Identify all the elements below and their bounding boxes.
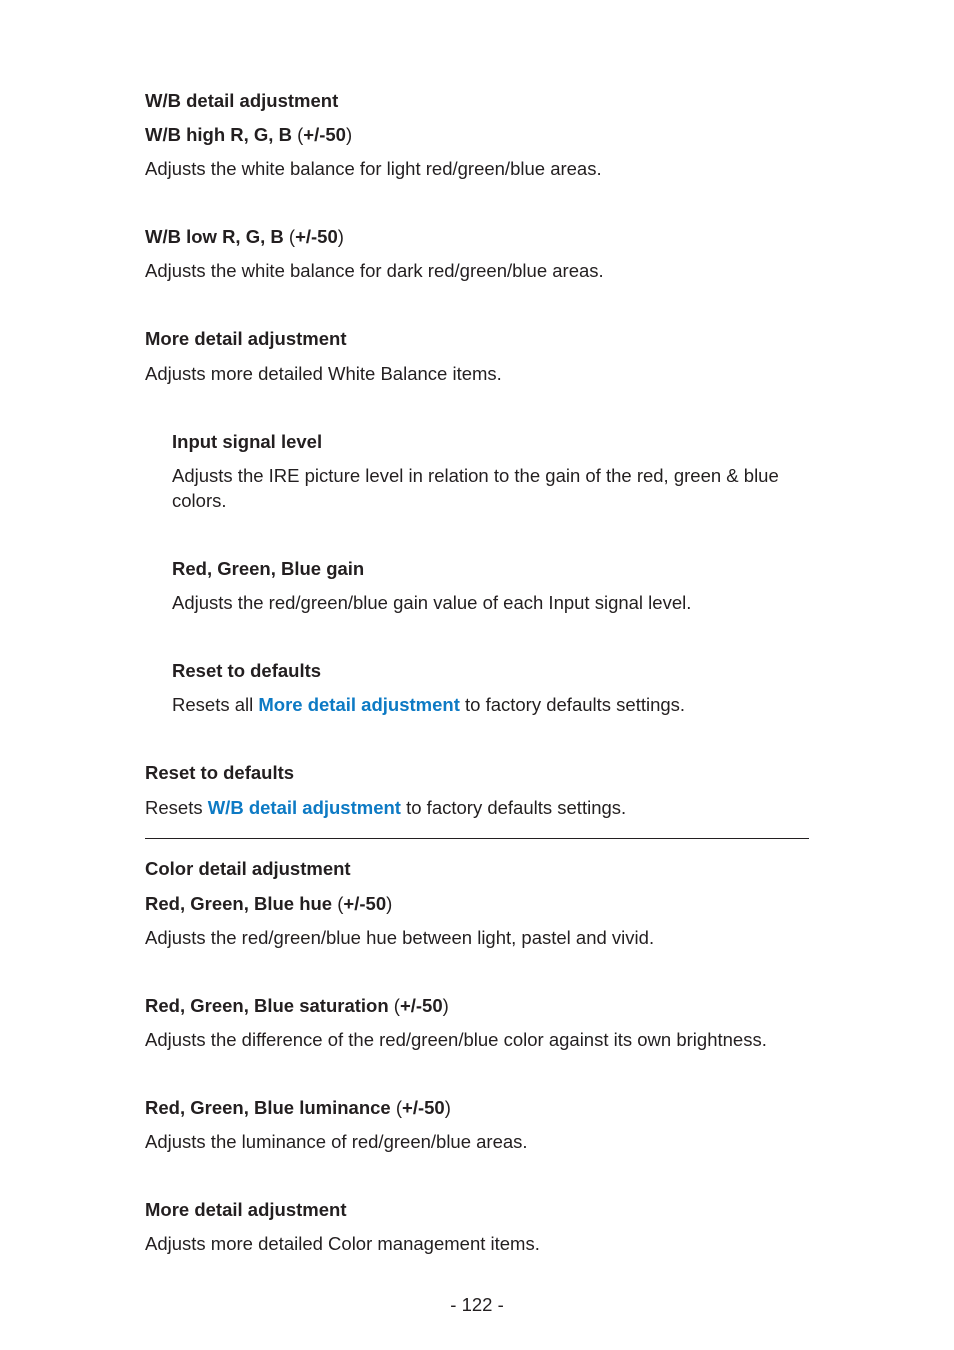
hue-title <box>145 891 392 916</box>
saturation-open: ( <box>388 995 400 1016</box>
wb-detail-adjustment-link[interactable]: W/B detail adjustment <box>207 797 401 818</box>
saturation-title <box>145 993 449 1018</box>
wb-reset-desc <box>145 795 626 820</box>
page-number: - 122 - <box>450 1294 504 1315</box>
wb-high-range: +/-50 <box>303 124 346 145</box>
wb-more-desc: Adjusts more detailed White Balance items. <box>145 363 502 384</box>
wb-low-title <box>145 224 344 249</box>
hue-label: Red, Green, Blue hue <box>145 893 333 914</box>
saturation-label: Red, Green, Blue saturation <box>145 995 389 1016</box>
color-more-desc: Adjusts more detailed Color management items. <box>145 1233 540 1254</box>
wb-low-label: W/B low R, G, B <box>145 226 284 247</box>
color-more-heading: More detail adjustment <box>145 1199 347 1220</box>
color-detail-heading: Color detail adjustment <box>145 858 351 879</box>
wb-detail-heading: W/B detail adjustment <box>145 90 339 111</box>
wb-high-close: ) <box>345 124 353 145</box>
wb-high-title <box>145 122 352 147</box>
more-detail-adjustment-link[interactable]: More detail adjustment <box>258 694 460 715</box>
wb-high-desc: Adjusts the white balance for light red/green/blue areas. <box>145 158 602 179</box>
more-reset-pre: Resets all <box>172 694 259 715</box>
luminance-range: +/-50 <box>402 1097 445 1118</box>
wb-reset-pre: Resets <box>145 797 208 818</box>
input-signal-desc: Adjusts the IRE picture level in relation to the gain of the red, green & blue colors. <box>172 465 779 511</box>
wb-reset-heading: Reset to defaults <box>145 762 295 783</box>
luminance-close: ) <box>444 1097 451 1118</box>
luminance-label: Red, Green, Blue luminance <box>145 1097 391 1118</box>
luminance-title <box>145 1095 451 1120</box>
input-signal-heading: Input signal level <box>172 431 323 452</box>
saturation-close: ) <box>442 995 449 1016</box>
wb-low-close: ) <box>337 226 344 247</box>
wb-low-range: +/-50 <box>295 226 338 247</box>
hue-open: ( <box>332 893 344 914</box>
gain-desc: Adjusts the red/green/blue gain value of each Input signal level. <box>172 592 692 613</box>
wb-high-label: W/B high R, G, B <box>145 124 292 145</box>
luminance-open: ( <box>390 1097 403 1118</box>
section-divider <box>145 838 809 839</box>
wb-low-open: ( <box>283 226 296 247</box>
wb-high-open: ( <box>291 124 304 145</box>
hue-desc: Adjusts the red/green/blue hue between light, pastel and vivid. <box>145 927 655 948</box>
gain-heading: Red, Green, Blue gain <box>172 558 365 579</box>
luminance-desc: Adjusts the luminance of red/green/blue areas. <box>145 1131 528 1152</box>
more-reset-desc <box>172 692 685 717</box>
wb-reset-post: to factory defaults settings. <box>400 797 627 818</box>
wb-more-heading: More detail adjustment <box>145 328 347 349</box>
hue-range: +/-50 <box>343 893 387 914</box>
wb-low-desc: Adjusts the white balance for dark red/green/blue areas. <box>145 260 604 281</box>
hue-close: ) <box>386 893 393 914</box>
more-reset-heading: Reset to defaults <box>172 660 322 681</box>
saturation-desc: Adjusts the difference of the red/green/blue color against its own brightness. <box>145 1029 767 1050</box>
saturation-range: +/-50 <box>399 995 443 1016</box>
more-reset-post: to factory defaults settings. <box>459 694 686 715</box>
